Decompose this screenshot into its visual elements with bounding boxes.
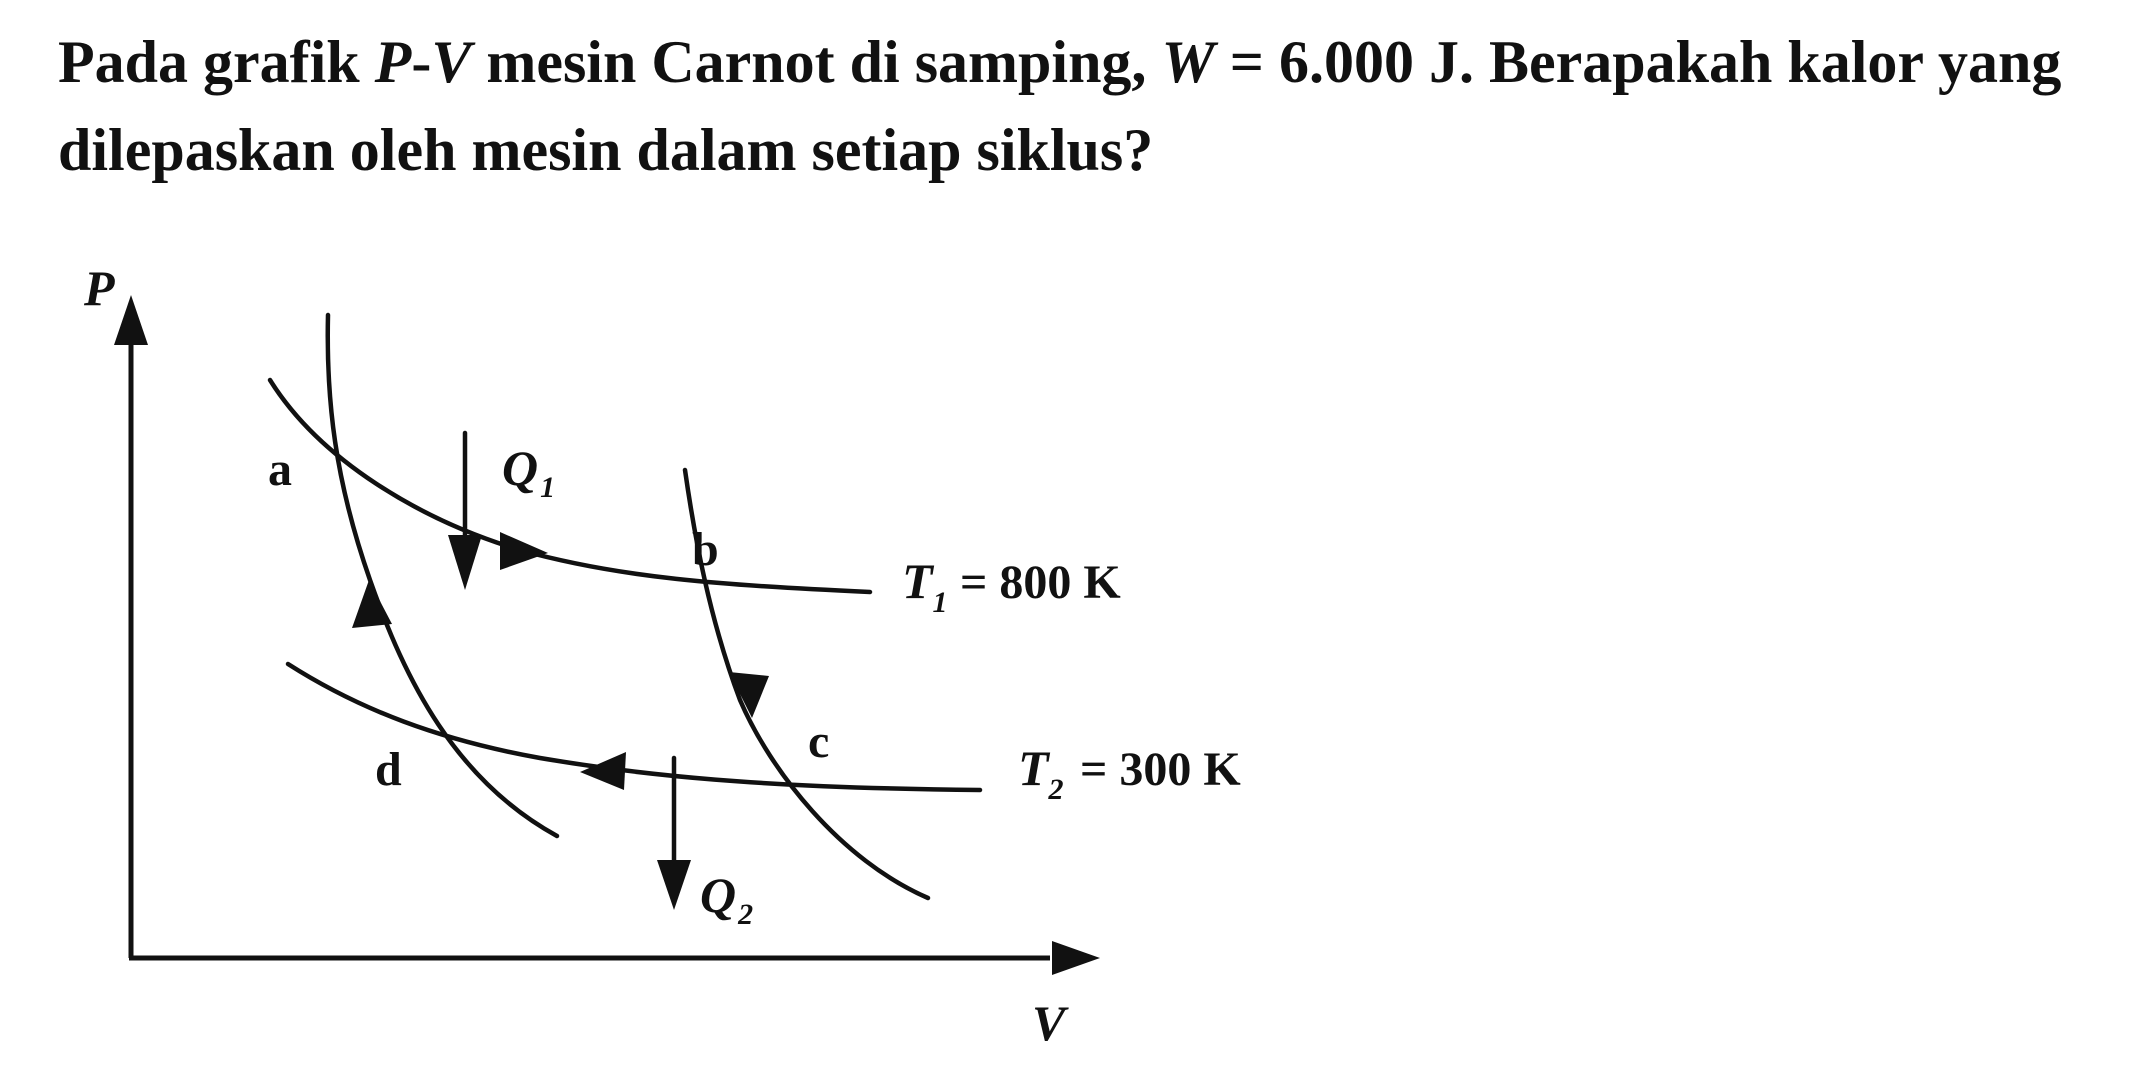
q1-label xyxy=(502,440,555,504)
t1-letter: T xyxy=(902,553,933,609)
v-symbol: V xyxy=(431,29,472,95)
t2-label xyxy=(1018,740,1064,806)
q2-subscript: 2 xyxy=(738,898,754,931)
arrow-d-to-a xyxy=(352,580,392,628)
point-label-b: b xyxy=(692,523,719,576)
q2-letter: Q xyxy=(700,867,737,923)
t2-subscript: 2 xyxy=(1048,773,1064,806)
t1-subscript: 1 xyxy=(932,586,948,619)
dash: - xyxy=(411,29,432,95)
q1-arrow-head xyxy=(448,535,482,590)
question-part2: mesin Carnot di samping, xyxy=(471,29,1162,95)
v-axis-arrowhead xyxy=(1052,941,1100,975)
axis-label-v: V xyxy=(1032,995,1066,1051)
t2-value: = 300 K xyxy=(1080,743,1241,796)
t1-value: = 800 K xyxy=(960,556,1121,609)
point-label-a: a xyxy=(268,443,292,496)
w-value: 6.000 J xyxy=(1279,29,1459,95)
adiabat-right xyxy=(685,470,928,898)
t2-letter: T xyxy=(1018,740,1049,796)
q2-arrow-head xyxy=(657,860,691,910)
point-label-c: c xyxy=(808,715,830,768)
p-symbol: P xyxy=(374,29,412,95)
p-axis-arrowhead xyxy=(114,295,148,345)
q1-subscript: 1 xyxy=(540,471,556,504)
equals: = xyxy=(1214,29,1279,95)
arrow-a-to-b xyxy=(500,532,548,570)
question-part1: Pada grafik xyxy=(58,29,375,95)
adiabat-left xyxy=(328,315,557,836)
arrow-b-to-c xyxy=(729,672,769,718)
q1-letter: Q xyxy=(502,440,539,496)
t1-label xyxy=(902,553,948,619)
question-part3: . Berapakah kalor yang dilepaskan oleh mesin dalam setiap siklus? xyxy=(58,29,2062,183)
q2-label xyxy=(700,867,753,931)
arrow-c-to-d xyxy=(580,752,626,790)
point-label-d: d xyxy=(375,743,402,796)
axis-label-p: P xyxy=(84,260,115,316)
isotherm-t1 xyxy=(270,380,870,592)
w-symbol: W xyxy=(1161,29,1215,95)
